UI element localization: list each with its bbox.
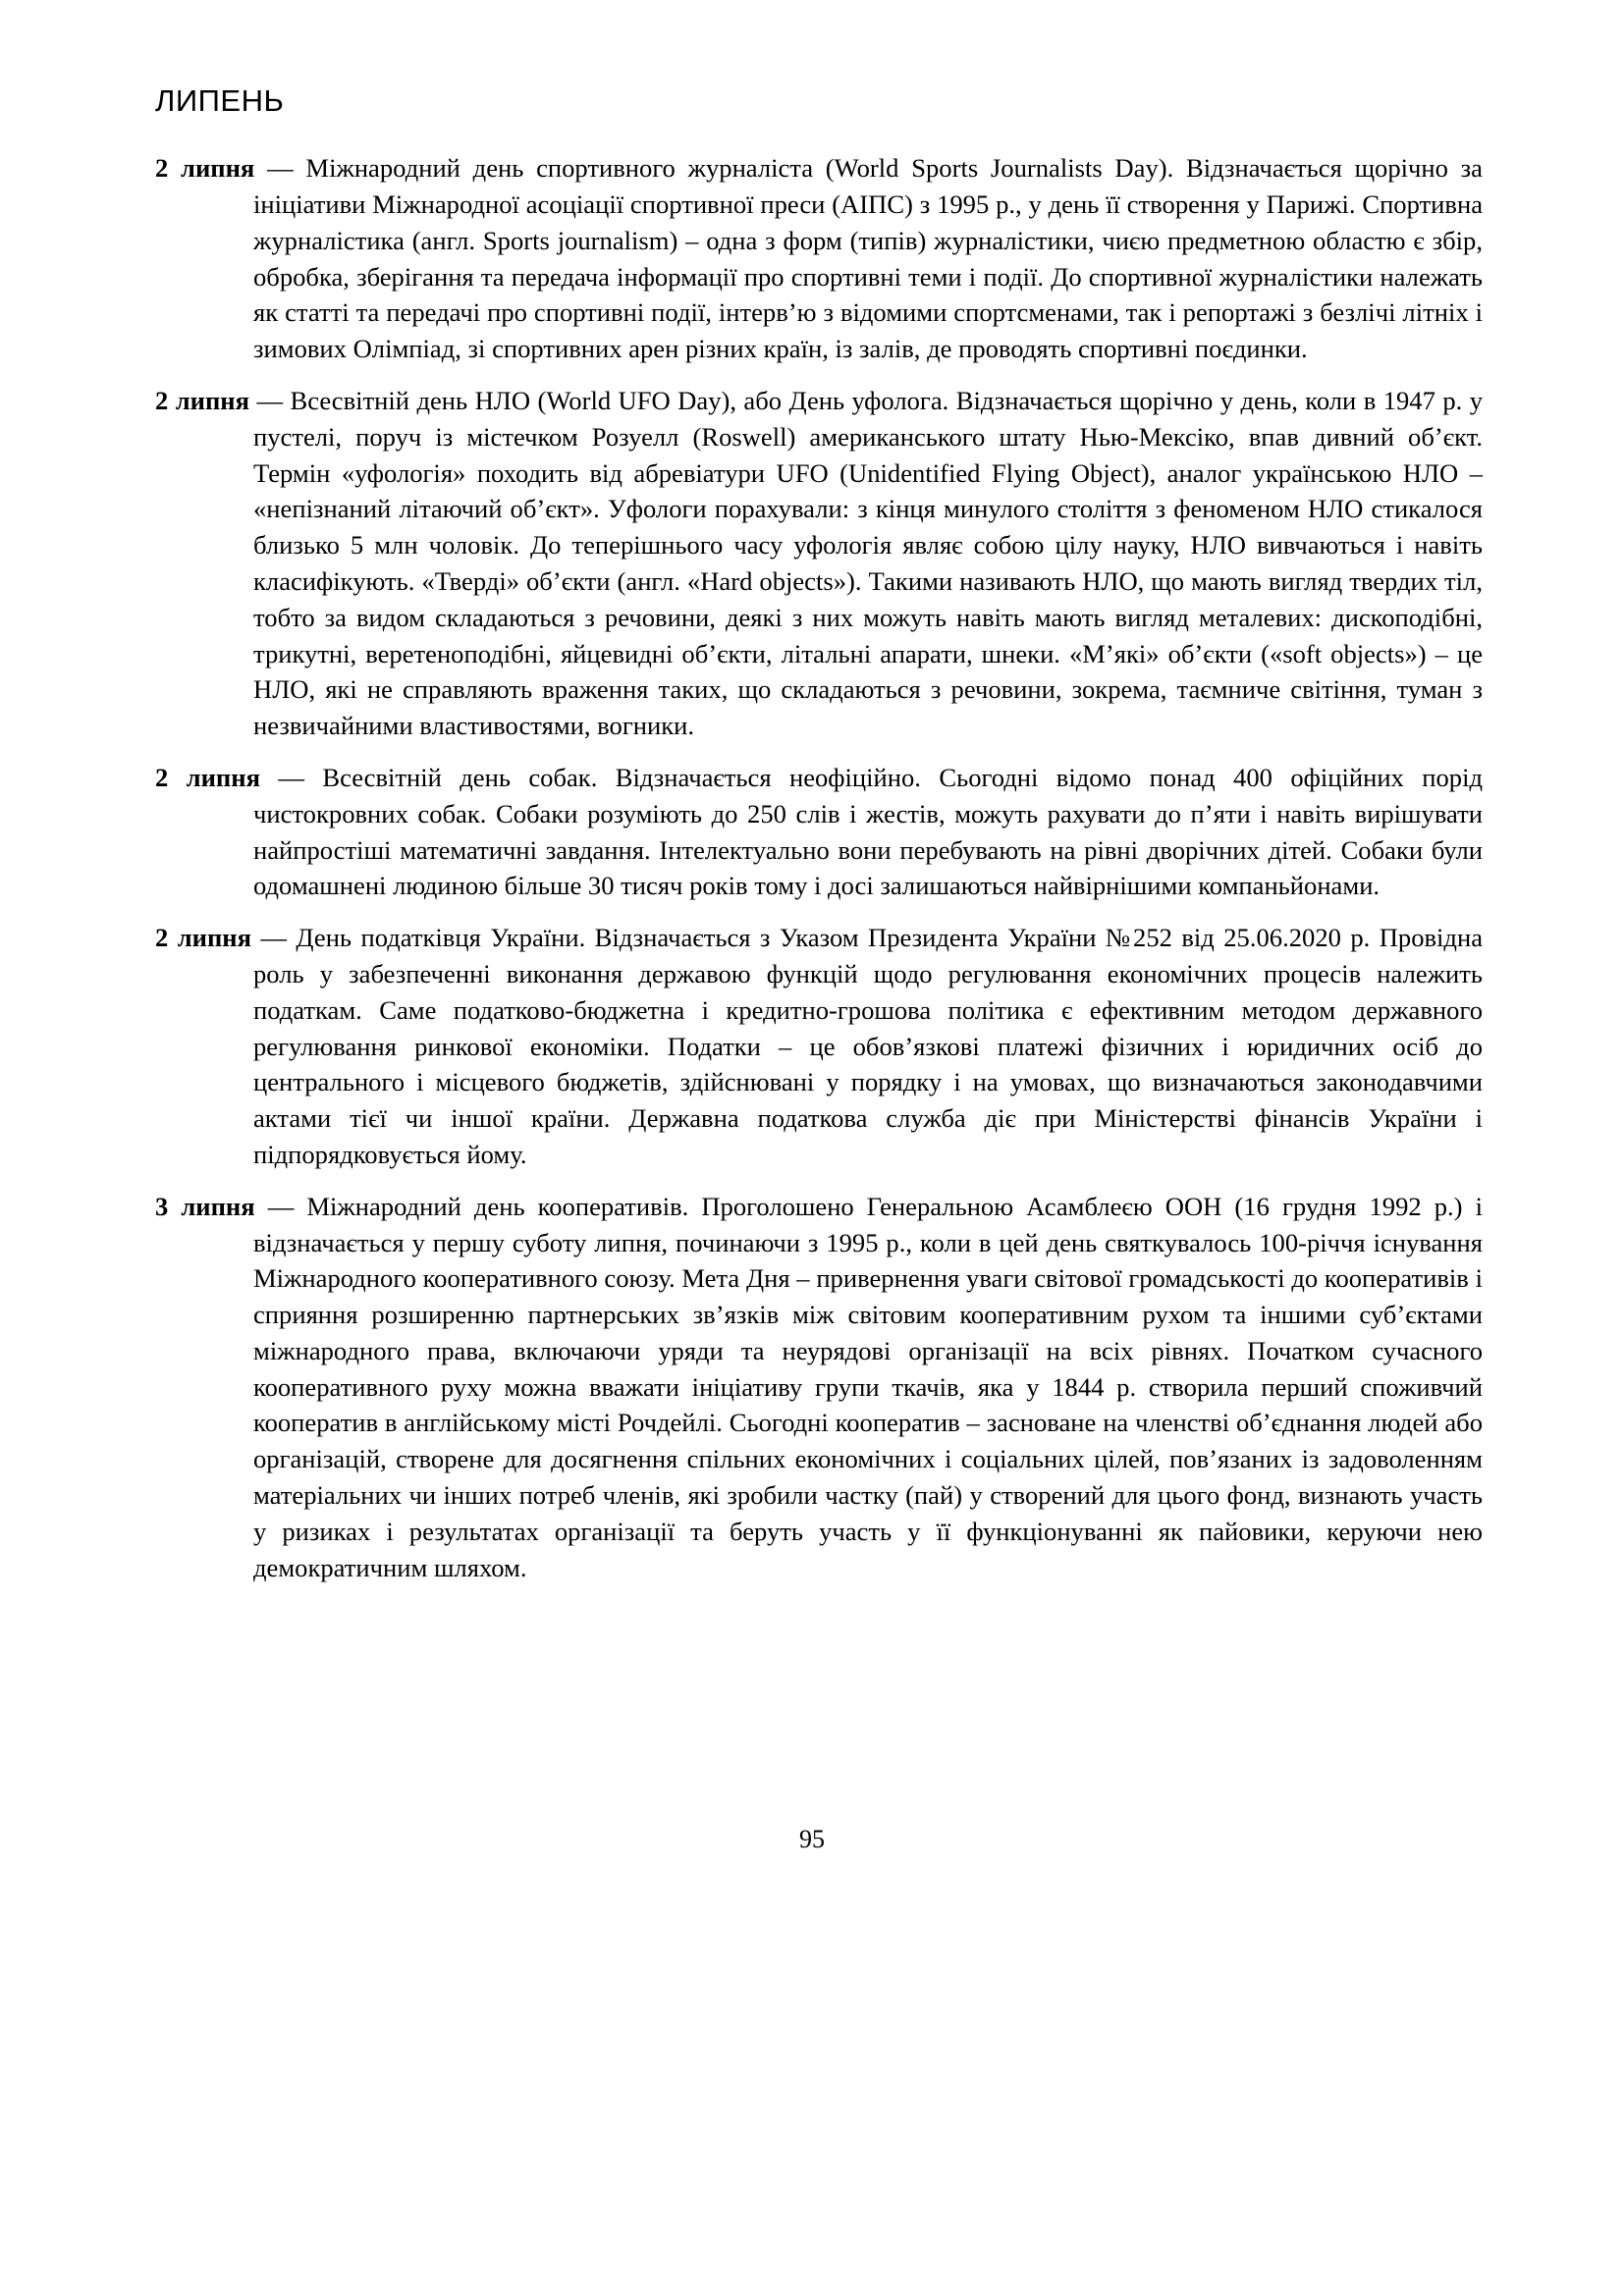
- entry-text: — День податківця України. Відзначається з Указом Президента України №252 від 25.06.2020 р. Провідна роль у забезпеченні виконання державою функцій щодо регулювання економічних процесів належить податкам. Саме податково-бюджетна і кредитно-грошова політика є ефективним методом державного регулювання ринкової економіки. Податки – це обов’язкові платежі фізичних і юридичних осіб до центрального і місцевого бюджетів, здійснювані у порядку і на умовах, що визначаються законодавчими актами тієї чи іншої країни. Державна податкова служба діє при Міністерстві фінансів України і підпорядковується йому.: [253, 923, 1483, 1169]
- calendar-entry: [155, 150, 1483, 367]
- page-number: 95: [799, 1825, 825, 1853]
- section-title: ЛИПЕНЬ: [155, 83, 285, 118]
- entry-date: 2 липня: [155, 923, 251, 953]
- entry-date: 2 липня: [155, 153, 255, 184]
- calendar-entry: [155, 1189, 1483, 1586]
- entry-text: — Всесвітній день собак. Відзначається неофіційно. Сьогодні відомо понад 400 офіційних порід чистокровних собак. Собаки розуміють до 250 слів і жестів, можуть рахувати до п’яти і навіть вирішувати найпростіші математичні завдання. Інтелектуально вони перебувають на рівні дворічних дітей. Собаки були одомашнені людиною більше 30 тисяч років тому і досі залишаються найвірнішими компаньйонами.: [253, 762, 1483, 901]
- document-page: [155, 69, 1483, 1601]
- entry-text: — Всесвітній день НЛО (World UFO Day), або День уфолога. Відзначається щорічно у день, коли в 1947 р. у пустелі, поруч із містечком Розуелл (Roswell) американського штату Нью-Мексіко, впав дивний об’єкт. Термін «уфологія» походить від абревіатури UFO (Unidentified Flying Object), аналог українською НЛО – «непізнаний літаючий об’єкт». Уфологи порахували: з кінця минулого століття з феноменом НЛО стикалося близько 5 млн чоловік. До теперішнього часу уфологія являє собою цілу науку, НЛО вивчаються і навіть класифікують. «Тверді» об’єкти (англ. «Hard objects»). Такими називають НЛО, що мають вигляд твердих тіл, тобто за видом складаються з речовини, деякі з них можуть навіть мають вигляд металевих: дископодібні, трикутні, веретеноподібні, яйцевидні об’єкти, літальні апарати, шнеки. «М’які» об’єкти («soft objects») – це НЛО, які не справляють враження таких, що складаються з речовини, зокрема, таємниче світіння, туман з незвичайними властивостями, вогники.: [253, 385, 1483, 741]
- entry-text: — Міжнародний день спортивного журналіста (World Sports Journalists Day). Відзначається щорічно за ініціативи Міжнародної асоціації спортивної преси (АІПС) з 1995 р., у день її створення у Парижі. Спортивна журналістика (англ. Sports journalism) – одна з форм (типів) журналістики, чиєю предметною областю є збір, обробка, зберігання та передача інформації про спортивні теми і події. До спортивної журналістики належать як статті та передачі про спортивні події, інтерв’ю з відомими спортсменами, так і репортажі з безлічі літніх і зимових Олімпіад, зі спортивних арен різних країн, із залів, де проводять спортивні поєдинки.: [253, 153, 1483, 364]
- entry-date: 3 липня: [155, 1191, 255, 1221]
- calendar-entry: [155, 920, 1483, 1173]
- entry-date: 2 липня: [155, 762, 260, 792]
- entry-date: 2 липня: [155, 385, 250, 415]
- calendar-entry: [155, 760, 1483, 904]
- calendar-entry: [155, 383, 1483, 744]
- entry-text: — Міжнародний день кооперативів. Проголошено Генеральною Асамблеєю ООН (16 грудня 1992 р.) і відзначається у першу суботу липня, починаючи з 1995 р., коли в цей день святкувалось 100-річчя існування Міжнародного кооперативного союзу. Мета Дня – привернення уваги світової громадськості до кооперативів і сприяння розширенню партнерських зв’язків між світовим кооперативним рухом та іншими суб’єктами міжнародного права, включаючи уряди та неурядові організації на всіх рівнях. Початком сучасного кооперативного руху можна вважати ініціативу групи ткачів, яка у 1844 р. створила перший споживчий кооператив в англійському місті Рочдейлі. Сьогодні кооператив – засноване на членстві об’єднання людей або організацій, створене для досягнення спільних економічних і соціальних цілей, пов’язаних із задоволенням матеріальних чи інших потреб членів, які зробили частку (пай) у створений для цього фонд, визнають участь у ризиках і результатах організації та беруть участь у її функціонуванні як пайовики, керуючи нею демократичним шляхом.: [253, 1191, 1483, 1582]
